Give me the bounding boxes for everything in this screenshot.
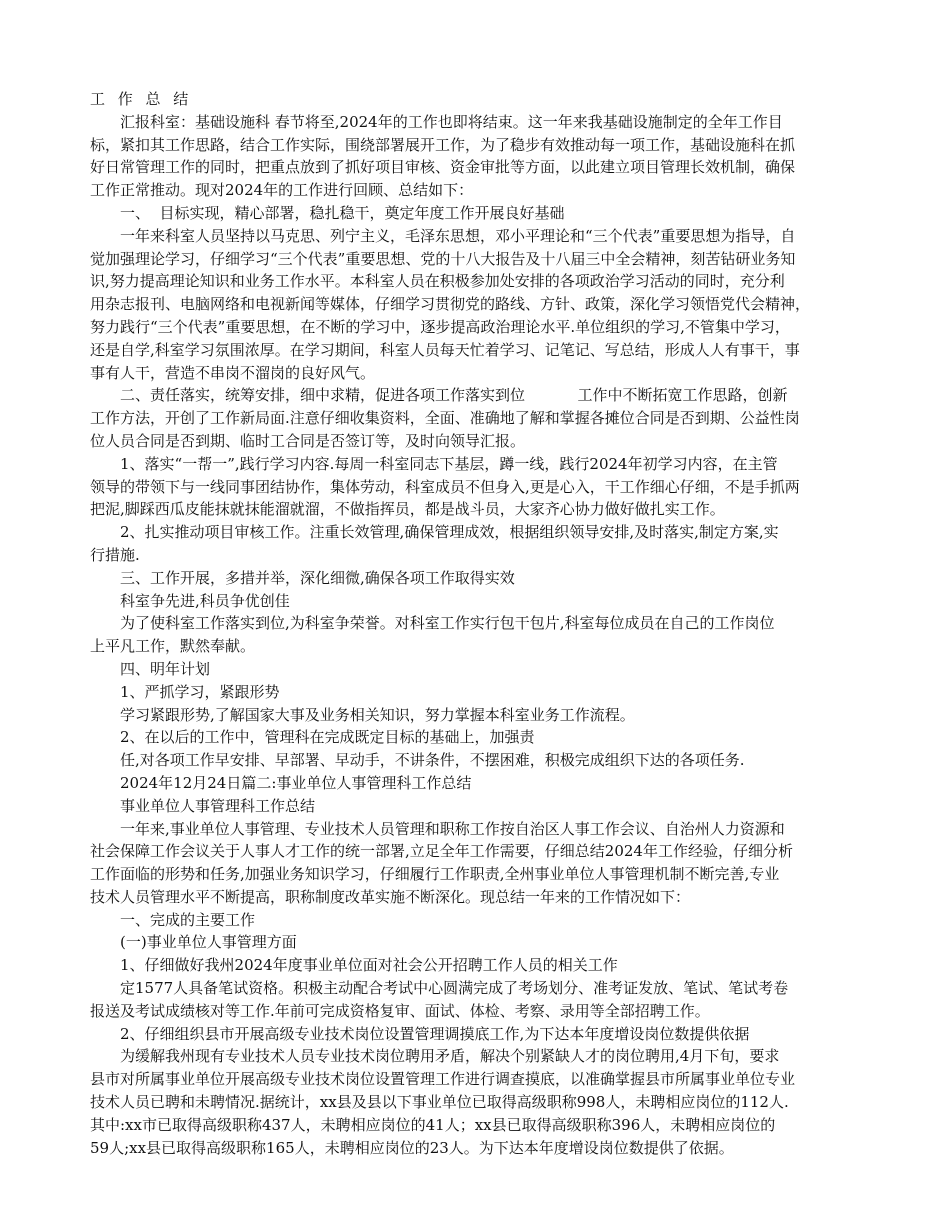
text-line: 还是自学,科室学习氛围浓厚。在学习期间，科室人员每天忙着学习、记笔记、写总结，形成人人有事干，事 — [90, 340, 800, 359]
text-line: 社会保障工作会议关于人事人才工作的统一部署,立足全年工作需要，仔细总结2024年工作经验，仔细分析 — [90, 842, 793, 861]
text-line: 2、在以后的工作中，管理科在完成既定目标的基础上，加强责 — [120, 728, 535, 747]
text-line: 汇报科室：基础设施科 春节将至,2024年的工作也即将结束。这一年来我基础设施制定的全年工作目 — [120, 112, 783, 131]
text-line: 59人;xx县已取得高级职称165人，未聘相应岗位的23人。为下达本年度增设岗位数提供了依据。 — [90, 1138, 734, 1157]
text-line: 任,对各项工作早安排、早部署、早动手，不讲条件，不摆困难，积极完成组织下达的各项任务. — [120, 751, 745, 770]
text-line: 把泥,脚踩西瓜皮能抹就抹能溜就溜，不做指挥员，都是战斗员，大家齐心协力做好做扎实工作。 — [90, 500, 725, 519]
text-line: 技术人员已聘和未聘情况.据统计，xx县及县以下事业单位已取得高级职称998人，未聘相应岗位的112人. — [90, 1093, 789, 1112]
text-line: 事有人干，营造不串岗不溜岗的良好风气。 — [90, 363, 376, 382]
text-line: 2、扎实推动项目审核工作。注重长效管理,确保管理成效，根据组织领导安排,及时落实,制定方案,实 — [120, 523, 779, 542]
text-line: (一)事业单位人事管理方面 — [120, 933, 297, 952]
text-line: 位人员合同是否到期、临时工合同是否签订等，及时向领导汇报。 — [90, 431, 526, 450]
text-line: 上平凡工作，默然奉献。 — [90, 637, 256, 656]
text-line: 三、工作开展，多措并举，深化细微,确保各项工作取得实效 — [120, 568, 515, 587]
document-body — [90, 111, 878, 1160]
text-line: 为了使科室工作落实到位,为科室争荣誉。对科室工作实行包干包片,科室每位成员在自己的工作岗位 — [120, 614, 775, 633]
text-line: 用杂志报刊、电脑网络和电视新闻等媒体，仔细学习贯彻党的路线、方针、政策，深化学习领悟党代会精神， — [90, 295, 811, 314]
text-line: 努力践行“三个代表”重要思想，在不断的学习中，逐步提高政治理论水平.单位组织的学习,不管集中学习， — [90, 317, 790, 336]
text-line: 一、 目标实现，精心部署，稳扎稳干，奠定年度工作开展良好基础 — [120, 203, 565, 222]
text-line: 好日常管理工作的同时，把重点放到了抓好项目审核、资金审批等方面，以此建立项目管理长效机制，确保 — [90, 158, 796, 177]
text-line: 工作正常推动。现对2024年的工作进行回顾、总结如下： — [90, 181, 474, 200]
text-line: 其中:xx市已取得高级职称437人，未聘相应岗位的41人；xx县已取得高级职称396人，未聘相应岗位的 — [90, 1115, 776, 1134]
text-line: 一年来科室人员坚持以马克思、列宁主义，毛泽东思想，邓小平理论和“三个代表”重要思想为指导，自 — [120, 226, 796, 245]
text-line: 县市对所属事业单位开展高级专业技术岗位设置管理工作进行调查摸底，以准确掌握县市所属事业单位专业 — [90, 1070, 796, 1089]
text-line: 四、明年计划 — [120, 659, 211, 678]
text-line: 学习紧跟形势,了解国家大事及业务相关知识，努力掌握本科室业务工作流程。 — [120, 705, 635, 724]
text-line: 2、仔细组织县市开展高级专业技术岗位设置管理调摸底工作,为下达本年度增设岗位数提供依据 — [120, 1024, 750, 1043]
text-line: 为缓解我州现有专业技术人员专业技术岗位聘用矛盾，解决个别紧缺人才的岗位聘用,4月下旬，要求 — [120, 1047, 780, 1066]
text-line: 科室争先进,科员争优创佳 — [120, 591, 290, 610]
text-line: 觉加强理论学习，仔细学习“三个代表”重要思想、党的十八大报告及十八届三中全会精神，刻苦钻研业务知 — [90, 249, 796, 268]
document-title: 工 作 总 结 — [90, 90, 193, 108]
text-line: 2024年12月24日篇二:事业单位人事管理科工作总结 — [120, 773, 472, 792]
text-line: 1、落实“一帮一”,践行学习内容.每周一科室同志下基层，蹲一线，践行2024年初学习内容，在主管 — [120, 454, 778, 473]
text-line: 识,努力提高理论知识和业务工作水平。本科室人员在积极参加处安排的各项政治学习活动的同时，充分利 — [90, 272, 785, 291]
text-line: 事业单位人事管理科工作总结 — [120, 796, 316, 815]
text-line: 标，紧扣其工作思路，结合工作实际，围绕部署展开工作，为了稳步有效推动每一项工作，基础设施科在抓 — [90, 135, 796, 154]
text-line: 技术人员管理水平不断提高，职称制度改革实施不断深化。现总结一年来的工作情况如下： — [90, 887, 691, 906]
text-line: 工作方法，开创了工作新局面.注意仔细收集资料，全面、准确地了解和掌握各摊位合同是否到期、公益性岗 — [90, 409, 800, 428]
text-line: 1、严抓学习，紧跟形势 — [120, 682, 280, 701]
text-line: 1、仔细做好我州2024年度事业单位面对社会公开招聘工作人员的相关工作 — [120, 956, 618, 975]
text-line: 定1577人具备笔试资格。积极主动配合考试中心圆满完成了考场划分、准考证发放、笔试、笔试考卷 — [120, 979, 789, 998]
text-line: 报送及考试成绩核对等工作.年前可完成资格复审、面试、体检、考察、录用等全部招聘工作。 — [90, 1001, 710, 1020]
text-line: 行措施. — [90, 545, 140, 564]
text-line: 一年来,事业单位人事管理、专业技术人员管理和职称工作按自治区人事工作会议、自治州人力资源和 — [120, 819, 785, 838]
text-line: 领导的带领下与一线同事团结协作，集体劳动，科室成员不但身入,更是心入，干工作细心仔细，不是手抓两 — [90, 477, 800, 496]
text-line: 工作面临的形势和任务,加强业务知识学习，仔细履行工作职责,全州事业单位人事管理机制不断完善,专业 — [90, 865, 780, 884]
text-line: 二、责任落实，统筹安排，细中求精，促进各项工作落实到位 工作中不断拓宽工作思路，创新 — [120, 386, 788, 405]
text-line: 一、完成的主要工作 — [120, 910, 256, 929]
